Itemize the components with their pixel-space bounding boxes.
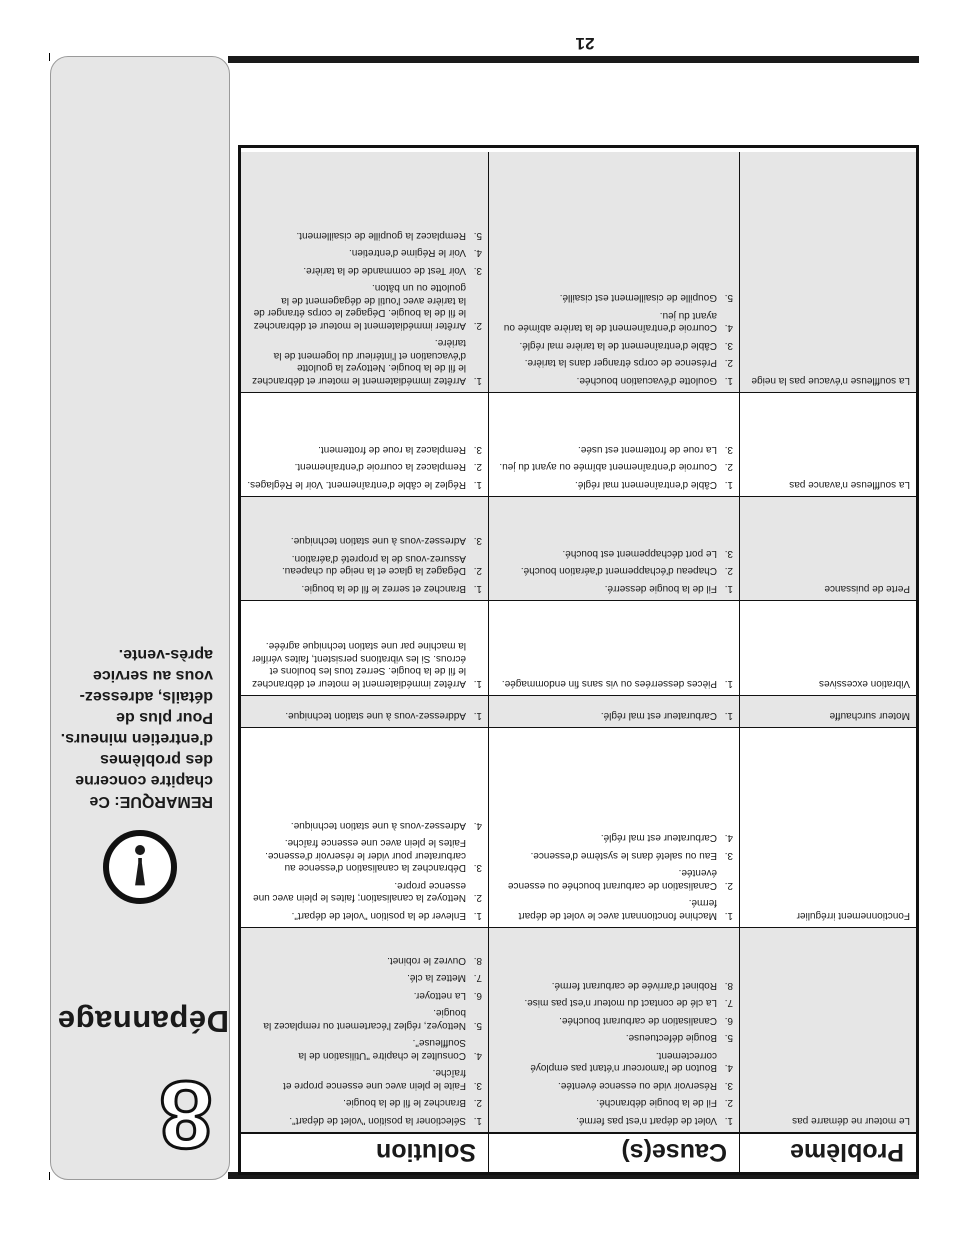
cause-item: [495, 356, 733, 369]
cause-item: [495, 1079, 733, 1092]
item-number: 4.: [473, 1050, 482, 1061]
item-text: Chapeau d'échappement d'aération bouché.: [520, 565, 717, 577]
cause-item: [495, 996, 733, 1009]
item-text: Faite le plein avec une essence propre et fraîche.: [283, 1067, 466, 1091]
item-text: Fil de la bougie débranché.: [596, 1097, 717, 1109]
cause-item: [495, 831, 733, 844]
problem-cell: Moteur surchauffe: [739, 696, 916, 727]
item-text: Goupille de cisaillement est cisaillé.: [559, 292, 717, 304]
solution-item: [247, 534, 482, 547]
item-number: 4.: [724, 322, 733, 334]
item-number: 3.: [724, 444, 733, 455]
item-text: Robinet d'arrivée de carburant fermé.: [551, 980, 717, 991]
cause-item: [495, 291, 733, 304]
cause-item: [495, 460, 733, 473]
cause-item: [495, 896, 733, 921]
item-text: Enlever de la position "volet de départ".: [291, 910, 466, 921]
cause-item: [495, 849, 733, 862]
item-text: Canalisation de carburant bouchée.: [559, 1015, 717, 1026]
solution-item: [247, 1006, 482, 1031]
item-number: 2.: [473, 320, 482, 331]
cause-cell: [488, 497, 739, 600]
solution-item: [247, 954, 482, 967]
item-text: Sélectioner la position "volet de départ".: [289, 1115, 466, 1126]
item-text: Câble d'entraînement de la tarière mal réglé.: [519, 340, 717, 351]
item-text: Pièces desserrées ou vis sans fin endommagée.: [501, 678, 717, 689]
item-text: Branchez et serrez le fil de la bougie.: [301, 583, 466, 594]
item-number: 3.: [724, 548, 733, 559]
item-text: Débranchez la canalisation d'essence au carburateur pour vider le réservoir d'essence. Faites le plein avec une essence fraîche.: [265, 837, 466, 874]
cause-cell: [488, 696, 739, 727]
solution-item: [247, 478, 482, 491]
cause-cell: [488, 393, 739, 496]
problem-cell: Perte de puissance: [739, 497, 916, 600]
solution-item: [247, 582, 482, 595]
item-text: La clé de contact du moteur n'est pas mise.: [524, 997, 717, 1009]
item-number: 5.: [724, 292, 733, 304]
footer-rule: [228, 56, 919, 63]
cause-item: [495, 866, 733, 891]
solution-cell: [241, 928, 488, 1132]
cause-cell: [488, 601, 739, 695]
chapter-note: REMARQUE: Ce chapitre concerne des problèmes d'entretien mineurs. Pour plus de détails, adressez-vous au service après-vente.: [60, 646, 213, 810]
item-text: Câble d'entraînement mal réglé.: [575, 479, 717, 490]
item-number: 3.: [724, 1080, 733, 1091]
item-number: 1.: [724, 583, 733, 594]
item-text: Présence de corps étranger dans la tarière.: [524, 357, 717, 369]
item-number: 2.: [724, 565, 733, 577]
cause-item: [495, 979, 733, 992]
cause-item: [495, 339, 733, 352]
crop-mark: [49, 53, 50, 61]
item-number: 2.: [473, 565, 482, 577]
item-text: Carburateur est mal réglé.: [600, 710, 717, 721]
cause-item: [495, 564, 733, 577]
item-number: 1.: [473, 375, 482, 386]
table-body: [241, 152, 916, 1132]
table-row: [241, 496, 916, 600]
item-number: 7.: [473, 972, 482, 984]
table-header-row: [241, 1132, 916, 1172]
item-number: 3.: [473, 1080, 482, 1091]
item-number: 2.: [724, 880, 733, 891]
item-text: Mettez la clé.: [407, 972, 466, 984]
item-number: 1.: [724, 710, 733, 721]
solution-item: [247, 552, 482, 577]
item-number: 1.: [724, 910, 733, 921]
item-number: 1.: [473, 479, 482, 490]
cause-item: [495, 374, 733, 387]
solution-cell: [241, 601, 488, 695]
item-number: 5.: [473, 1020, 482, 1031]
cause-cell: [488, 152, 739, 392]
item-number: 5.: [473, 230, 482, 241]
table-row: [241, 695, 916, 727]
problem-cell: Fonctionnement irrégulier: [739, 728, 916, 927]
header-problem: Problème: [739, 1134, 916, 1172]
item-text: Fil de la bougie desserré.: [604, 583, 717, 594]
item-text: Arrêter immédiatement le moteur et débranchez le fil de la bougie. Dégagez le corps étranger de la tarière avec l'outil de dégagement de la goulotte ou un bâton.: [253, 282, 466, 331]
item-text: Remplacez la courroie d'entraînement.: [294, 461, 466, 473]
table-row: [241, 727, 916, 927]
solution-cell: [241, 728, 488, 927]
item-text: Dégagez la glace et la neige du chapeau. Assurez-vous de la propreté d'aération.: [281, 553, 466, 577]
cause-item: [495, 309, 733, 334]
item-text: Ouvrez le robinet.: [387, 955, 466, 966]
cause-item: [495, 1031, 733, 1044]
item-text: Addressez-vous à une station technique.: [285, 710, 466, 721]
item-number: 2.: [473, 461, 482, 473]
header-causes: Cause(s): [488, 1134, 739, 1172]
item-number: 7.: [724, 997, 733, 1009]
solution-item: [247, 971, 482, 984]
item-number: 2.: [724, 461, 733, 473]
item-number: 1.: [473, 910, 482, 921]
item-text: Courroie d'entraînement de la tarière abîmée ou ayant du jeu.: [503, 310, 717, 334]
solution-cell: [241, 152, 488, 392]
item-text: Branchez le fil de la bougie.: [343, 1097, 466, 1109]
item-number: 1.: [473, 1115, 482, 1126]
item-text: Remplacez la goupille de cisaillement.: [296, 230, 466, 241]
item-text: Arrêtez immédiatement le moteur et débranchez le fil de la bougie. Nettoyez la goulotte d'évacuation et l'intérieur du logement de la tarière.: [252, 337, 466, 386]
solution-item: [247, 836, 482, 874]
solution-cell: [241, 696, 488, 727]
item-number: 3.: [473, 265, 482, 276]
solution-item: [247, 264, 482, 277]
table-row: [241, 600, 916, 695]
cause-item: [495, 1049, 733, 1074]
item-text: Canalisation de carburant bouchée ou essence éventée.: [507, 867, 717, 891]
cause-item: [495, 677, 733, 690]
solution-item: [247, 879, 482, 904]
chapter-sidebar: [50, 56, 230, 1180]
item-number: 4.: [724, 832, 733, 844]
cause-item: [495, 1096, 733, 1109]
item-number: 1.: [724, 678, 733, 689]
item-text: Réglez le câble d'entraînement. Voir le Réglages.: [247, 479, 466, 490]
solution-item: [247, 229, 482, 242]
cause-item: [495, 547, 733, 560]
solution-item: [247, 1114, 482, 1127]
cause-item: [495, 443, 733, 456]
cause-item: [495, 1014, 733, 1027]
problem-cell: La souffleuse n'avance pas: [739, 393, 916, 496]
solution-item: [247, 819, 482, 832]
exclamation-icon: !: [103, 830, 177, 904]
item-text: La roue de frottement est usée.: [578, 444, 717, 455]
item-number: 5.: [724, 1032, 733, 1044]
item-text: La nettoyer.: [413, 990, 466, 1001]
item-text: Le port déchappement est bouché.: [562, 548, 717, 559]
item-text: Carburateur est mal réglé.: [600, 832, 717, 844]
table-row: [241, 927, 916, 1132]
cause-item: [495, 709, 733, 722]
solution-item: [247, 1096, 482, 1109]
item-text: Bouton de l'amorceur n'étant pas employé correctement.: [530, 1050, 717, 1074]
item-number: 3.: [473, 444, 482, 455]
solution-cell: [241, 393, 488, 496]
item-text: Voir Test de commande de la tarière.: [303, 265, 466, 276]
item-text: Adressez-vous à une station technique.: [290, 820, 466, 831]
item-number: 4.: [473, 247, 482, 259]
solution-item: [247, 989, 482, 1002]
item-number: 4.: [473, 820, 482, 831]
header-solution: Solution: [376, 1138, 476, 1166]
item-number: 1.: [724, 479, 733, 490]
item-text: Voir le Régime d'entretien.: [349, 247, 466, 259]
item-number: 1.: [473, 583, 482, 594]
item-number: 1.: [473, 678, 482, 689]
solution-item: [247, 246, 482, 259]
table-row: [241, 392, 916, 496]
item-text: Eau ou saleté dans le système d'essence.: [530, 850, 717, 861]
item-text: Bougie défectueuse.: [625, 1032, 717, 1044]
chapter-title: Dépannage: [57, 1004, 229, 1039]
solution-item: [247, 281, 482, 331]
item-number: 1.: [724, 1115, 733, 1126]
chapter-number: 8: [159, 1061, 213, 1168]
solution-item: [247, 1066, 482, 1091]
item-text: Nettoyez la canalisation; faites le plein avec une essence propre.: [253, 880, 466, 904]
item-text: Réservoir vide ou essence éventée.: [558, 1080, 717, 1091]
problem-cell: Le moteur ne démarre pas: [739, 928, 916, 1132]
item-text: Consultez le chapitre "Utilisation de la Souffleuse".: [298, 1037, 466, 1061]
solution-item: [247, 639, 482, 689]
item-text: Courroie d'entraînement abîmée ou ayant du jeu.: [499, 461, 717, 473]
solution-item: [247, 909, 482, 922]
item-number: 4.: [724, 1062, 733, 1074]
cause-item: [495, 478, 733, 491]
item-text: Arrêtez immédiatement le moteur et débranchez le fil de la bougie. Serrez tous les boulons et écrous. Si les vibrations persistent, faites vérifier la machine par une station technique agréée.: [252, 640, 466, 689]
item-number: 2.: [724, 357, 733, 369]
cause-cell: [488, 928, 739, 1132]
item-number: 3.: [473, 535, 482, 547]
item-number: 3.: [724, 340, 733, 351]
item-number: 1.: [724, 375, 733, 386]
item-number: 3.: [473, 862, 482, 874]
item-text: Volet de départ n'est pas fermé.: [576, 1115, 717, 1126]
cause-cell: [488, 728, 739, 927]
item-number: 8.: [473, 955, 482, 966]
item-number: 2.: [473, 1097, 482, 1109]
solution-item: [247, 460, 482, 473]
item-number: 2.: [473, 892, 482, 904]
item-number: 2.: [724, 1097, 733, 1109]
solution-item: [247, 443, 482, 456]
item-number: 6.: [473, 990, 482, 1001]
solution-item: [247, 1036, 482, 1061]
item-text: Goulotte d'évacuation bouchée.: [576, 375, 717, 386]
item-text: Remplacez la roue de frottement.: [318, 444, 466, 455]
cause-item: [495, 582, 733, 595]
item-number: 6.: [724, 1015, 733, 1026]
solution-item: [247, 336, 482, 386]
troubleshooting-table: [238, 145, 919, 1175]
item-number: 3.: [724, 850, 733, 861]
table-row: [241, 152, 916, 392]
item-number: 8.: [724, 980, 733, 991]
problem-cell: La souffleuse n'évacue pas la neige: [739, 152, 916, 392]
item-number: 1.: [473, 710, 482, 721]
item-text: Nettoyez, réglez l'écartement ou remplacez la bougie.: [263, 1007, 466, 1031]
item-text: Adressez-vous à une station technique.: [290, 535, 466, 547]
item-text: Machine fonctionnant avec le volet de départ fermé.: [518, 897, 717, 921]
page-number: 21: [575, 34, 595, 53]
cause-item: [495, 1114, 733, 1127]
solution-item: [247, 709, 482, 722]
problem-cell: Vibration excessives: [739, 601, 916, 695]
solution-cell: [241, 497, 488, 600]
crop-mark: [49, 1172, 50, 1180]
